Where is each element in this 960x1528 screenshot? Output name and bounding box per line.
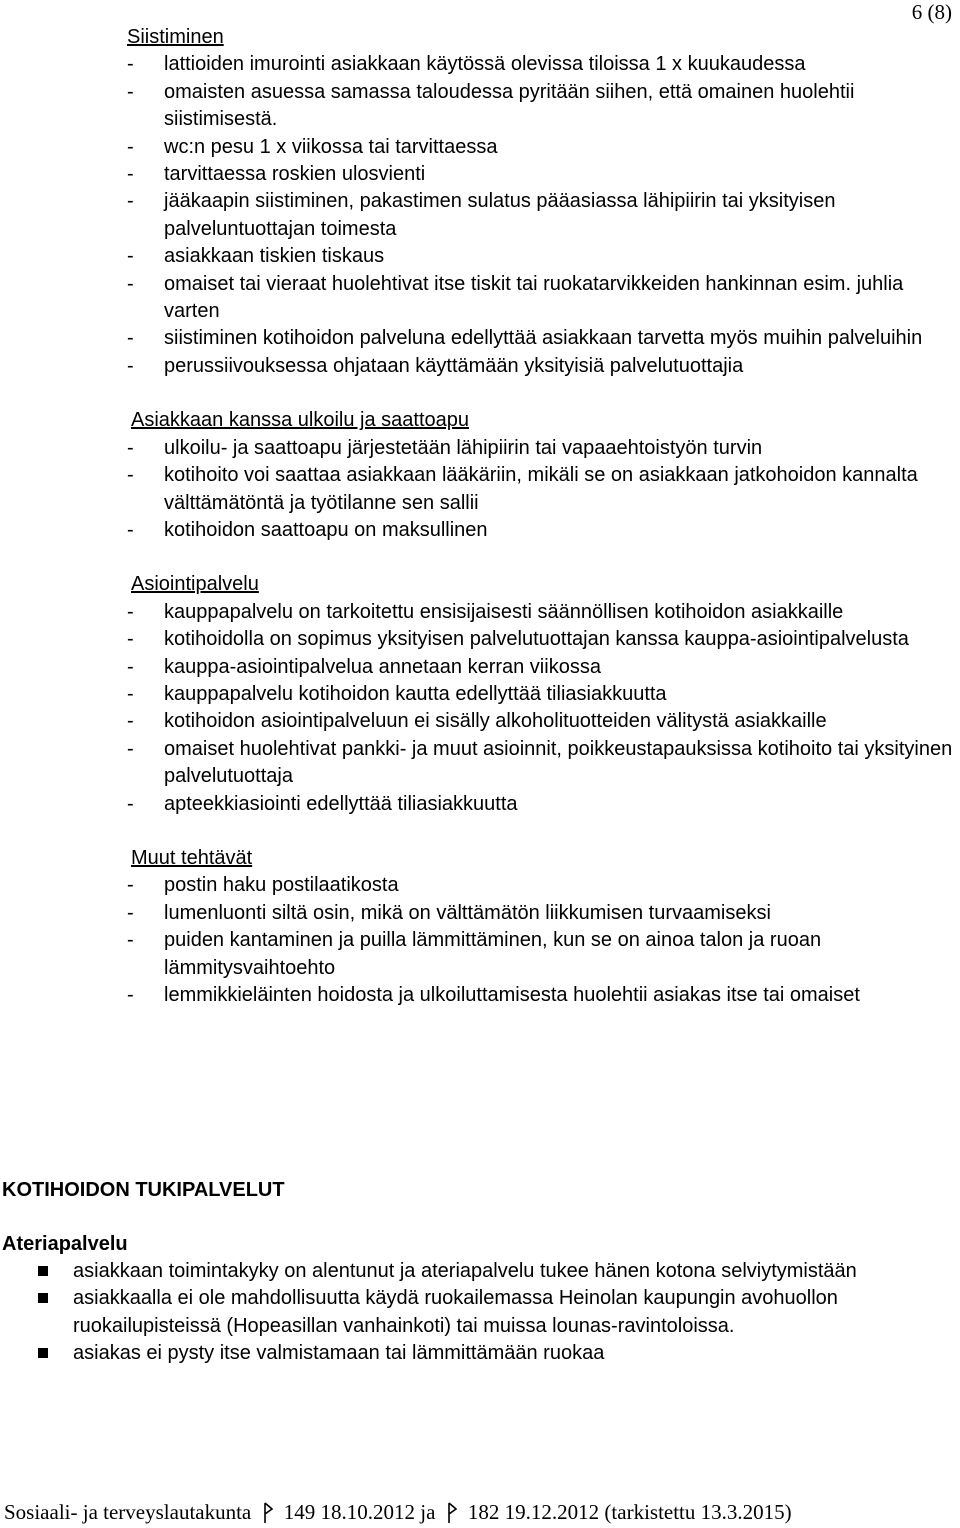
list-item: - lumenluonti siltä osin, mikä on välttämätön liikkumisen turvaamiseksi bbox=[127, 900, 954, 927]
list-item: - kotihoidolla on sopimus yksityisen palvelutuottajan kanssa kauppa-asiointipalvelusta bbox=[127, 626, 954, 653]
footer-decision-1: 149 18.10.2012 ja bbox=[283, 1500, 436, 1524]
dash-list bbox=[127, 435, 954, 545]
section-flag-icon bbox=[447, 1502, 457, 1524]
dash-bullet: - bbox=[127, 628, 134, 651]
list-item: - siistiminen kotihoidon palveluna edellyttää asiakkaan tarvetta myös muihin palveluihin bbox=[127, 325, 954, 352]
square-bullet-icon bbox=[38, 1348, 48, 1358]
document-body bbox=[0, 24, 960, 1009]
dash-bullet: - bbox=[127, 710, 134, 733]
footer bbox=[4, 1499, 792, 1525]
list-item: - apteekkiasiointi edellyttää tiliasiakkuutta bbox=[127, 791, 954, 818]
dash-bullet: - bbox=[127, 135, 134, 158]
list-item: - kauppapalvelu kotihoidon kautta edellyttää tiliasiakkuutta bbox=[127, 681, 954, 708]
dash-bullet: - bbox=[127, 984, 134, 1006]
list-item: - kotihoito voi saattaa asiakkaan lääkäriin, mikäli se on asiakkaan jatkohoidon kannalta välttämätöntä ja työtilanne sen sallii bbox=[127, 464, 918, 514]
list-item: - asiakkaan tiskien tiskaus bbox=[127, 243, 954, 270]
page-number: 6 (8) bbox=[911, 0, 952, 24]
dash-bullet: - bbox=[127, 655, 134, 678]
dash-list bbox=[127, 51, 954, 380]
dash-bullet: - bbox=[127, 901, 134, 924]
section-asiointipalvelu bbox=[127, 571, 954, 818]
dash-bullet: - bbox=[127, 80, 134, 103]
list-item: - omaiset huolehtivat pankki- ja muut asioinnit, poikkeustapauksissa kotihoito tai yksityinen palvelutuottaja bbox=[127, 737, 953, 788]
dash-list bbox=[127, 599, 954, 818]
dash-bullet: - bbox=[127, 190, 134, 213]
section-siistiminen bbox=[127, 24, 954, 380]
section-title: Asiakkaan kanssa ulkoilu ja saattoapu bbox=[131, 409, 469, 432]
list-item: - perussiivouksessa ohjataan käyttämään yksityisiä palvelutuottajia bbox=[127, 353, 954, 380]
section-muut-tehtavat bbox=[127, 845, 954, 1009]
list-item: - tarvittaessa roskien ulosvienti bbox=[127, 161, 954, 188]
section-title: Asiointipalvelu bbox=[131, 573, 259, 596]
dash-bullet: - bbox=[127, 929, 134, 952]
dash-bullet: - bbox=[127, 354, 134, 377]
section-flag-icon bbox=[263, 1502, 273, 1524]
square-bullet-icon bbox=[38, 1293, 48, 1303]
dash-bullet: - bbox=[127, 518, 134, 541]
main-heading: KOTIHOIDON TUKIPALVELUT bbox=[2, 1179, 285, 1201]
list-item: - kotihoidon saattoapu on maksullinen bbox=[127, 517, 954, 544]
list-item: asiakas ei pysty itse valmistamaan tai lämmittämään ruokaa bbox=[0, 1340, 900, 1367]
footer-committee: Sosiaali- ja terveyslautakunta bbox=[4, 1500, 252, 1524]
section-title: Siistiminen bbox=[127, 26, 224, 48]
dash-bullet: - bbox=[127, 163, 134, 186]
dash-bullet: - bbox=[127, 436, 134, 459]
dash-bullet: - bbox=[127, 464, 134, 487]
list-item: - ulkoilu- ja saattoapu järjestetään lähipiirin tai vapaaehtoistyön turvin bbox=[127, 435, 954, 462]
list-item: - wc:n pesu 1 x viikossa tai tarvittaessa bbox=[127, 134, 954, 161]
square-bullet-icon bbox=[38, 1266, 48, 1276]
list-item: asiakkaan toimintakyky on alentunut ja ateriapalvelu tukee hänen kotona selviytymistään bbox=[0, 1258, 900, 1285]
list-item: - puiden kantaminen ja puilla lämmittäminen, kun se on ainoa talon ja ruoan lämmitysvaihtoehto bbox=[127, 929, 822, 979]
list-item: - lattioiden imurointi asiakkaan käytössä olevissa tiloissa 1 x kuukaudessa bbox=[127, 51, 954, 78]
dash-bullet: - bbox=[127, 682, 134, 705]
dash-bullet: - bbox=[127, 600, 134, 623]
list-item: - lemmikkieläinten hoidosta ja ulkoiluttamisesta huolehtii asiakas itse tai omaiset bbox=[127, 982, 954, 1009]
section-ulkoilu bbox=[127, 407, 954, 544]
dash-bullet: - bbox=[127, 245, 134, 268]
sub-heading: Ateriapalvelu bbox=[2, 1233, 128, 1255]
list-item: - omaisten asuessa samassa taloudessa pyritään siihen, että omainen huolehtii siistimisestä. bbox=[127, 80, 855, 131]
section-title: Muut tehtävät bbox=[131, 846, 253, 869]
bullet-list bbox=[0, 1258, 900, 1368]
dash-bullet: - bbox=[127, 792, 134, 815]
dash-bullet: - bbox=[127, 737, 134, 760]
dash-bullet: - bbox=[127, 327, 134, 350]
list-item: - kauppapalvelu on tarkoitettu ensisijaisesti säännöllisen kotihoidon asiakkaille bbox=[127, 599, 954, 626]
list-item: - kotihoidon asiointipalveluun ei sisälly alkoholituotteiden välitystä asiakkaille bbox=[127, 708, 954, 735]
dash-bullet: - bbox=[127, 874, 134, 897]
list-item: - kauppa-asiointipalvelua annetaan kerran viikossa bbox=[127, 654, 954, 681]
list-item: - postin haku postilaatikosta bbox=[127, 872, 954, 899]
list-item: - omaiset tai vieraat huolehtivat itse tiskit tai ruokatarvikkeiden hankinnan esim. juhlia varten bbox=[127, 272, 904, 323]
list-item: - jääkaapin siistiminen, pakastimen sulatus pääasiassa lähipiirin tai yksityisen palveluntuottajan toimesta bbox=[127, 190, 836, 240]
footer-decision-2: 182 19.12.2012 (tarkistettu 13.3.2015) bbox=[467, 1500, 792, 1524]
list-item: asiakkaalla ei ole mahdollisuutta käydä ruokailemassa Heinolan kaupungin avohuollon ruokailupisteissä (Hopeasillan vanhainkoti) tai muissa lounas-ravintoloissa. bbox=[0, 1285, 900, 1340]
dash-bullet: - bbox=[127, 272, 134, 295]
dash-bullet: - bbox=[127, 53, 134, 76]
dash-list bbox=[127, 872, 954, 1009]
